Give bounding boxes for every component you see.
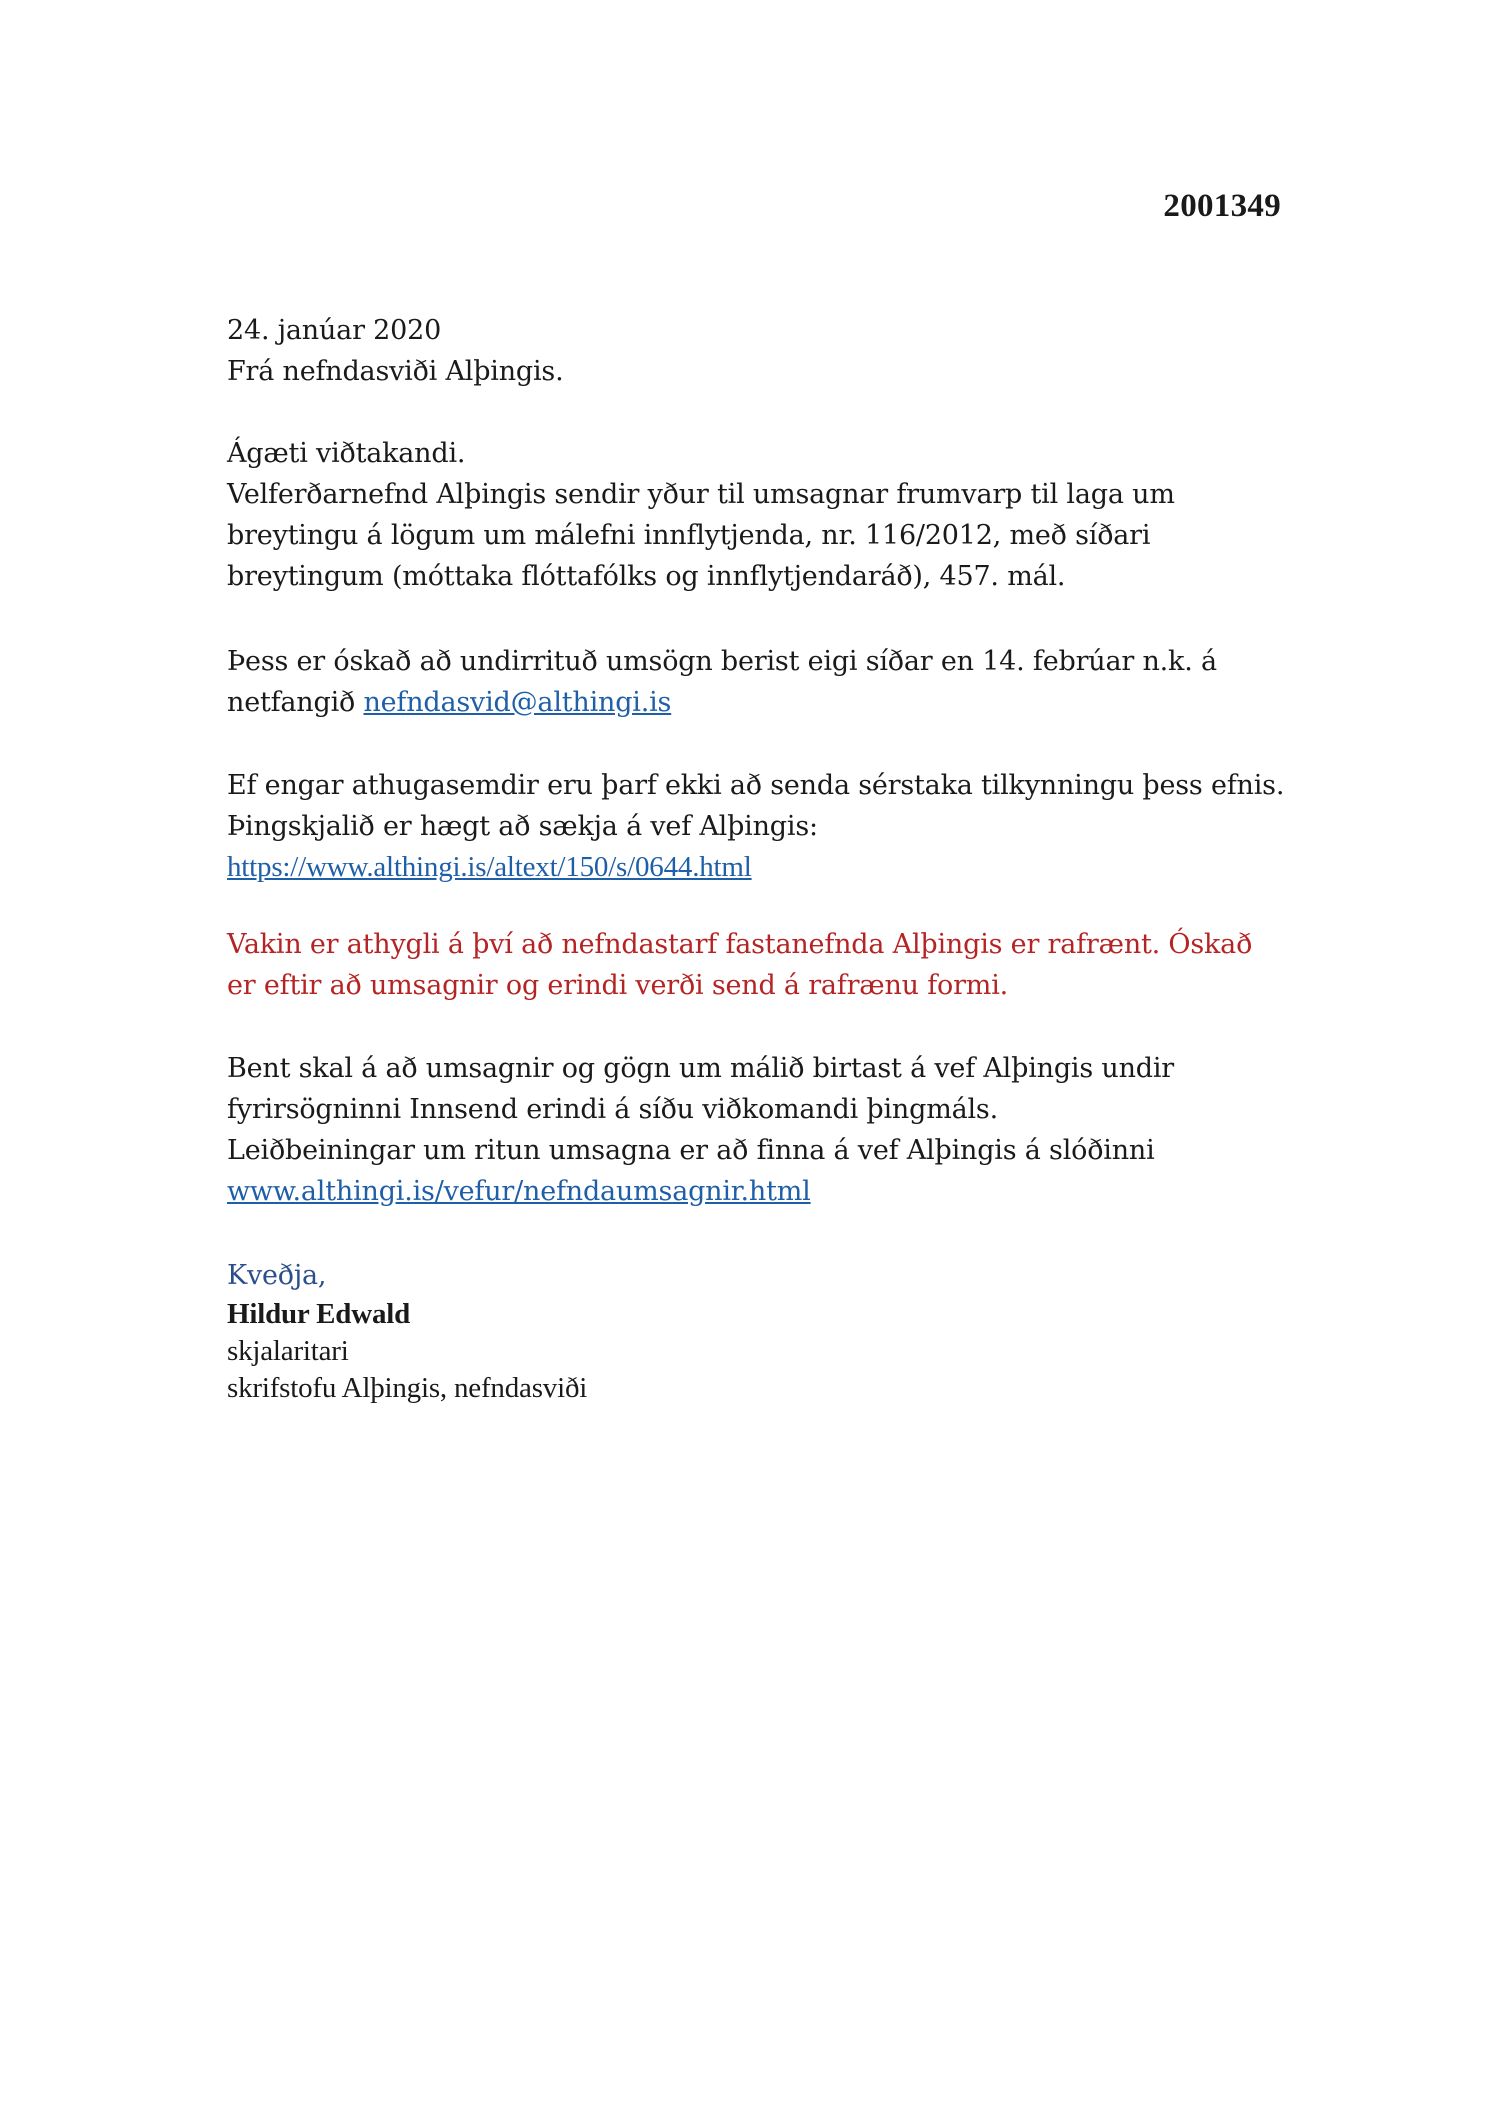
no-comments-line: Ef engar athugasemdir eru þarf ekki að senda sérstaka tilkynningu þess efnis. (227, 770, 1285, 801)
document-source-line: Þingskjalið er hægt að sækja á vef Alþingis: (227, 811, 818, 842)
email-link[interactable]: nefndasvid@althingi.is (363, 687, 672, 718)
publication-line: fyrirsögninni Innsend erindi á síðu viðkomandi þingmáls. (227, 1094, 998, 1125)
document-number: 2001349 (1163, 188, 1281, 224)
document-url-link[interactable]: https://www.althingi.is/altext/150/s/0644.html (227, 851, 752, 883)
closing: Kveðja, (227, 1260, 327, 1291)
notice-line: er eftir að umsagnir og erindi verði send á rafrænu formi. (227, 970, 1009, 1001)
intro-line: Velferðarnefnd Alþingis sendir yður til umsagnar frumvarp til laga um (227, 479, 1175, 510)
request-email-line (227, 682, 1307, 723)
electronic-notice (227, 924, 1307, 1006)
publication-line: Leiðbeiningar um ritun umsagna er að finna á vef Alþingis á slóðinni (227, 1135, 1155, 1166)
request-paragraph (227, 641, 1307, 723)
request-line: Þess er óskað að undirrituð umsögn berist eigi síðar en 14. febrúar n.k. á (227, 646, 1217, 677)
notice-line: Vakin er athygli á því að nefndastarf fastanefnda Alþingis er rafrænt. Óskað (227, 929, 1253, 960)
request-email-prefix: netfangið (227, 687, 364, 718)
signer-title: skjalaritari (227, 1335, 349, 1367)
letter-header (227, 310, 1307, 392)
letter-intro (227, 433, 1307, 597)
intro-line: breytingum (móttaka flóttafólks og innflytjendaráð), 457. mál. (227, 561, 1066, 592)
guidelines-url-link[interactable]: www.althingi.is/vefur/nefndaumsagnir.html (227, 1176, 811, 1207)
publication-paragraph (227, 1048, 1307, 1212)
signer-name: Hildur Edwald (227, 1298, 411, 1330)
publication-line: Bent skal á að umsagnir og gögn um málið birtast á vef Alþingis undir (227, 1053, 1174, 1084)
letter-date: 24. janúar 2020 (227, 315, 442, 346)
no-comments-paragraph (227, 765, 1307, 888)
signer-department: skrifstofu Alþingis, nefndasviði (227, 1372, 588, 1404)
greeting: Ágæti viðtakandi. (227, 438, 466, 469)
intro-line: breytingu á lögum um málefni innflytjenda, nr. 116/2012, með síðari (227, 520, 1151, 551)
letter-sender: Frá nefndasviði Alþingis. (227, 356, 564, 387)
signature-block (227, 1255, 1307, 1407)
